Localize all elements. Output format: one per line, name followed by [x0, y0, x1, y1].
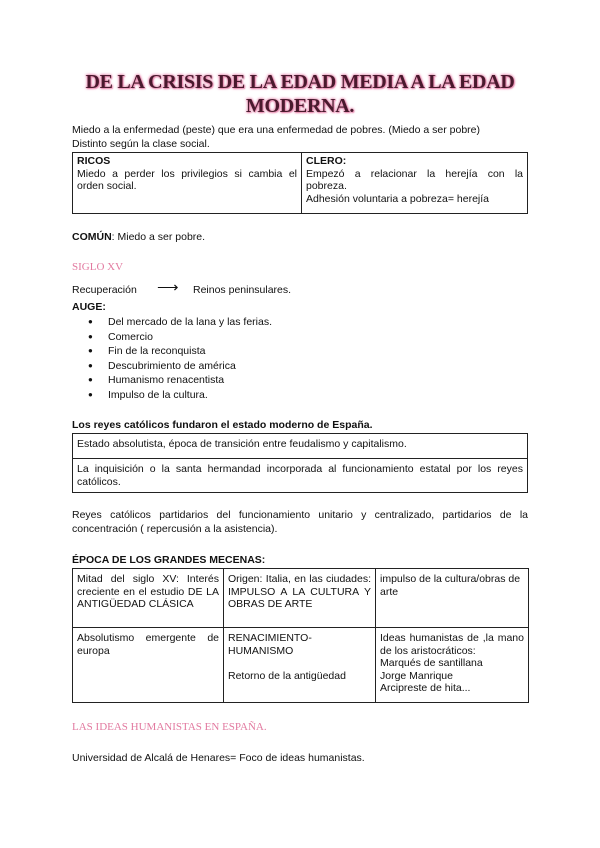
ideas-humanistas-text: Ideas humanistas de ,la mano de los aristocráticos:: [380, 632, 524, 657]
renacimiento-text: RENACIMIENTO-HUMANISMO: [228, 632, 312, 657]
autor-manrique: Jorge Manrique: [380, 669, 453, 682]
siglo-heading: SIGLO XV: [72, 261, 124, 273]
list-item: ● Del mercado de la lana y las ferias.: [72, 315, 272, 330]
right-arrow-icon: ⟶: [157, 279, 179, 296]
list-item: ● Comercio: [72, 330, 272, 345]
reyes-row-2: La inquisición o la santa hermandad incorporada al funcionamiento estatal por los reyes católicos.: [73, 459, 528, 493]
intro-line-2: Distinto según la clase social.: [72, 138, 210, 150]
reyes-row-1: Estado absolutista, época de transición entre feudalismo y capitalismo.: [73, 434, 528, 459]
clero-cell: [302, 153, 528, 214]
mecenas-r2c1: Absolutismo emergente de europa: [73, 628, 224, 703]
ideas-text: Universidad de Alcalá de Henares= Foco de ideas humanistas.: [72, 752, 365, 764]
retorno-text: Retorno de la antigüedad: [228, 670, 346, 682]
ricos-cell: [73, 153, 302, 214]
mecenas-table: [72, 568, 529, 703]
intro-line-1: Miedo a la enfermedad (peste) que era una enfermedad de pobres. (Miedo a ser pobre): [72, 124, 480, 136]
clero-heading: CLERO:: [306, 155, 347, 167]
comun-text: : Miedo a ser pobre.: [111, 231, 206, 243]
ideas-heading: LAS IDEAS HUMANISTAS EN ESPAÑA.: [72, 721, 267, 733]
reyes-paragraph: Reyes católicos partidarios del funcionamiento unitario y centralizado, partidarios de la concentración ( repercusión a la asistencia).: [72, 509, 528, 535]
comun-line: [72, 230, 205, 244]
clero-text-2: Adhesión voluntaria a pobreza= herejía: [306, 192, 490, 205]
recuperacion-right: Reinos peninsulares.: [193, 284, 292, 296]
list-item: ● Impulso de la cultura.: [72, 388, 272, 403]
autor-hita: Arcipreste de hita...: [380, 682, 471, 694]
reyes-table: [72, 433, 528, 493]
mecenas-heading: ÉPOCA DE LOS GRANDES MECENAS:: [72, 554, 266, 566]
autor-santillana: Marqués de santillana: [380, 657, 483, 669]
list-item: ● Humanismo renacentista: [72, 373, 272, 388]
mecenas-r2c2: [224, 628, 376, 703]
list-item: ● Fin de la reconquista: [72, 344, 272, 359]
clero-text-1: Empezó a relacionar la herejía con la pobreza.: [306, 167, 523, 192]
recuperacion-left: Recuperación: [72, 284, 137, 296]
page-title: [60, 70, 540, 118]
comun-label: COMÚN: [72, 231, 112, 243]
ricos-text: Miedo a perder los privilegios si cambia el orden social.: [77, 167, 297, 192]
mecenas-r2c3: [376, 628, 529, 703]
list-item: ● Descubrimiento de américa: [72, 359, 272, 374]
auge-list: [72, 315, 272, 403]
ricos-heading: RICOS: [77, 155, 111, 167]
title-line-2: MODERNA.: [245, 95, 355, 117]
ricos-clero-table: [72, 152, 528, 214]
mecenas-r1c3: impulso de la cultura/obras de arte: [376, 569, 529, 628]
mecenas-r1c2: Origen: Italia, en las ciudades: IMPULSO A LA CULTURA Y OBRAS DE ARTE: [224, 569, 376, 628]
title-line-1: DE LA CRISIS DE LA EDAD MEDIA A LA EDAD: [85, 71, 515, 93]
reyes-heading: Los reyes católicos fundaron el estado moderno de España.: [72, 419, 373, 431]
mecenas-r1c1: Mitad del siglo XV: Interés creciente en el estudio DE LA ANTIGÜEDAD CLÁSICA: [73, 569, 224, 628]
auge-heading: AUGE:: [72, 301, 106, 313]
